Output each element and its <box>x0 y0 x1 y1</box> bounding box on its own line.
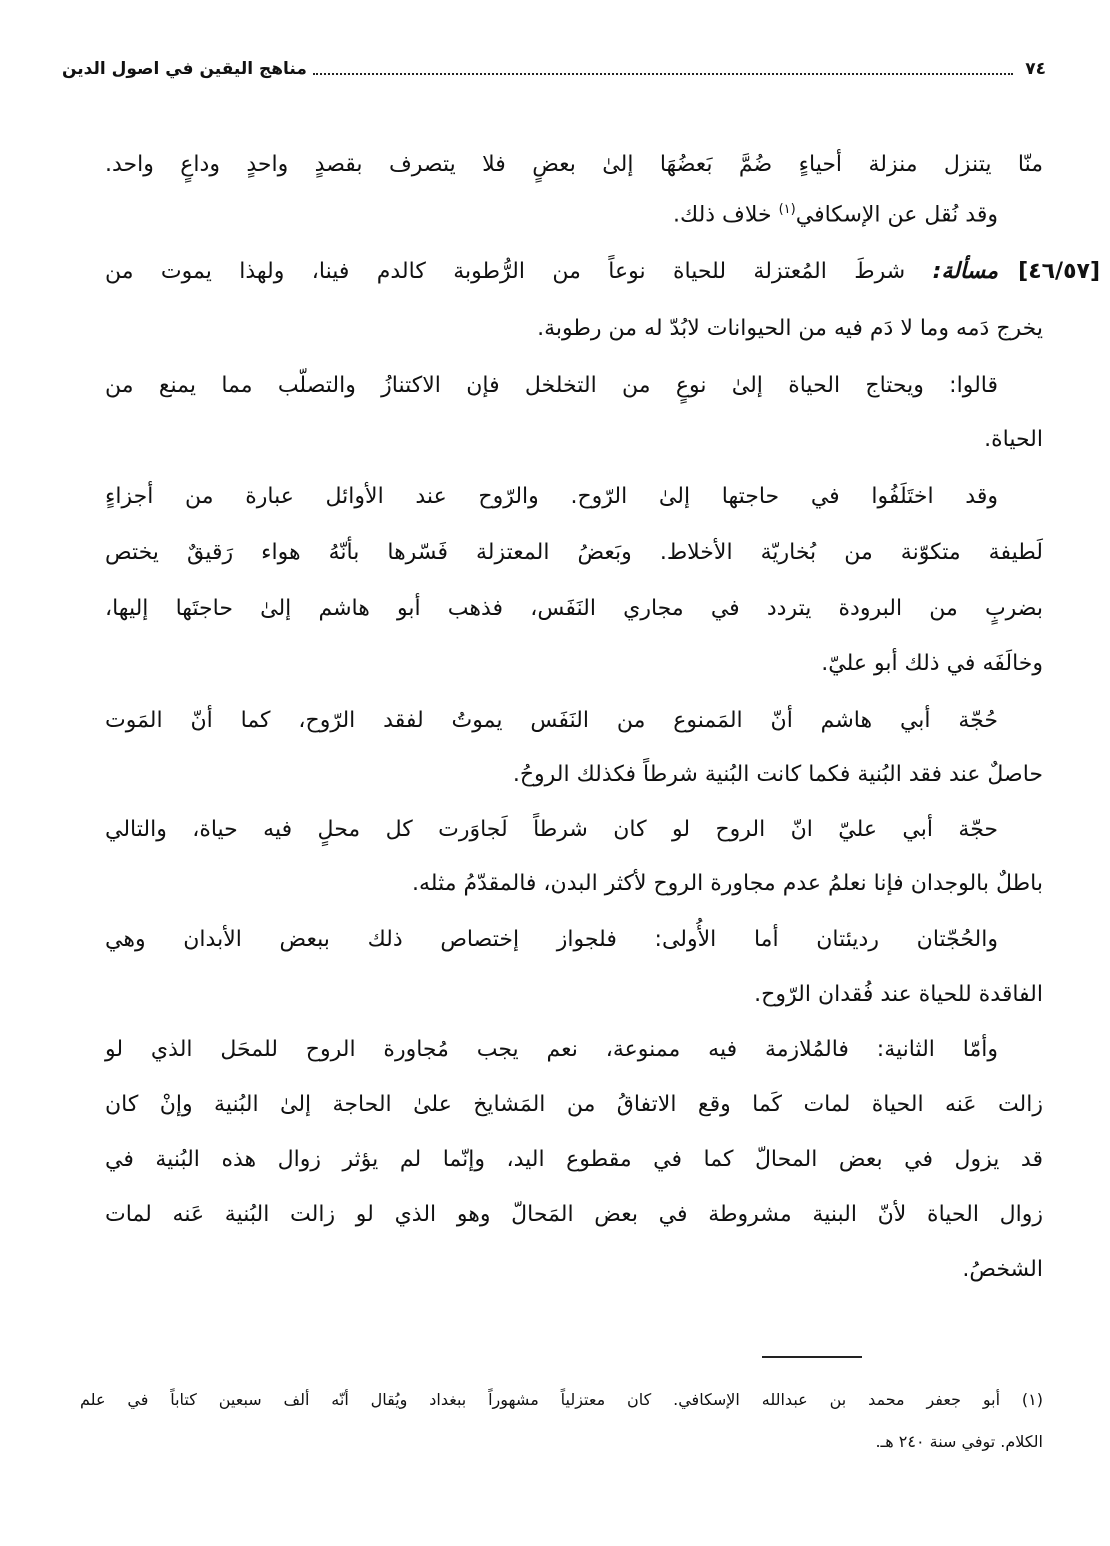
running-header <box>62 52 1046 86</box>
text-line: بضربٍ من البرودة يتردد في مجاري النَفَس، فذهب أبو هاشم إلىٰ حاجتَها إليها، <box>105 596 1043 621</box>
text-line: حاصلٌ عند فقد البُنية فكما كانت البُنية شرطاً فكذلك الروحُ. <box>512 762 1043 787</box>
text-span: خلاف ذلك. <box>673 202 772 228</box>
text-line: الحياة. <box>984 427 1043 452</box>
text-line: وقد اختَلَفُوا في حاجتها إلىٰ الرّوح. والرّوح عند الأوائل عبارة من أجزاءٍ <box>105 484 998 509</box>
masala-label: مسألة: <box>932 259 998 284</box>
book-title: مناهج اليقين في اصول الدين <box>62 59 307 79</box>
text-span: وقد نُقل عن الإسكافي <box>795 202 998 228</box>
footnote-line: (١) أبو جعفر محمد بن عبدالله الإسكافي. كان معتزلياً مشهوراً ببغداد ويُقال أنّه ألف سبعين كتاباً في علم <box>80 1390 1043 1409</box>
text-line: زالت عَنه الحياة لمات كَما وقع الاتفاقُ من المَشايخ علىٰ الحاجة إلىٰ البُنية وإنْ كان <box>105 1092 1043 1117</box>
text-line: حجّة أبي عليّ انّ الروح لو كان شرطاً لَجاوَرت كل محلٍ فيه حياة، والتالي <box>105 817 998 842</box>
text-line: الشخصُ. <box>962 1257 1043 1282</box>
page-number: ٧٤ <box>1025 59 1046 79</box>
footnote-line: الكلام. توفي سنة ٢٤٠ هـ. <box>875 1432 1043 1451</box>
text-line: منّا يتنزل منزلة أحياءٍ ضُمَّ بَعضُهَا إلىٰ بعضٍ فلا يتصرف بقصدٍ واحدٍ وداعٍ واحد. <box>105 152 1043 177</box>
text-line: باطلٌ بالوجدان فإنا نعلمُ عدم مجاورة الروح لأكثر البدن، فالمقدّمُ مثله. <box>412 871 1043 896</box>
text-line: لَطيفة متكوّنة من بُخاريّة الأخلاط. وبَعضُ المعتزلة فَسّرها بأنّهُ هواء رَقيقٌ يختص <box>105 540 1043 565</box>
text-span: شرطَ المُعتزلة للحياة نوعاً من الرُّطوبة كالدم فينا، ولهذا يموت من <box>105 259 906 284</box>
text-line: حُجّة أبي هاشم أنّ المَمنوع من النَفَس يموتُ لفقد الرّوح، كما أنّ المَوت <box>105 708 998 733</box>
text-line <box>105 252 998 292</box>
text-line: يخرج دَمه وما لا دَم فيه من الحيوانات لابُدّ له من رطوبة. <box>537 316 1043 341</box>
header-leader-dots <box>313 73 1013 75</box>
footnote-ref[interactable]: (١) <box>778 202 796 217</box>
text-line: قالوا: ويحتاج الحياة إلىٰ نوعٍ من التخلخل فإن الاكتنازُ والتصلّب مما يمنع من <box>105 373 998 398</box>
manuscript-page-marker: [٤٦/٥٧] <box>1018 259 1100 284</box>
text-line: وأمّا الثانية: فالمُلازمة فيه ممنوعة، نعم يجب مُجاورة الروح للمحَل الذي لو <box>105 1037 998 1062</box>
text-line: زوال الحياة لأنّ البنية مشروطة في بعض المَحالّ وهو الذي لو زالت البُنية عَنه لمات <box>105 1202 1043 1227</box>
text-line: والحُجّتان رديئتان أما الأُولى: فلجواز إختصاص ذلك ببعض الأبدان وهي <box>105 927 998 952</box>
footnote-separator <box>762 1356 862 1358</box>
text-line: قد يزول في بعض المحالّ كما في مقطوع اليد، وإنّما لم يؤثر زوال هذه البُنية في <box>105 1147 1043 1172</box>
text-line: الفاقدة للحياة عند فُقدان الرّوح. <box>754 982 1043 1007</box>
text-line: وخالَفَه في ذلك أبو عليّ. <box>821 651 1043 676</box>
text-line <box>105 190 998 230</box>
